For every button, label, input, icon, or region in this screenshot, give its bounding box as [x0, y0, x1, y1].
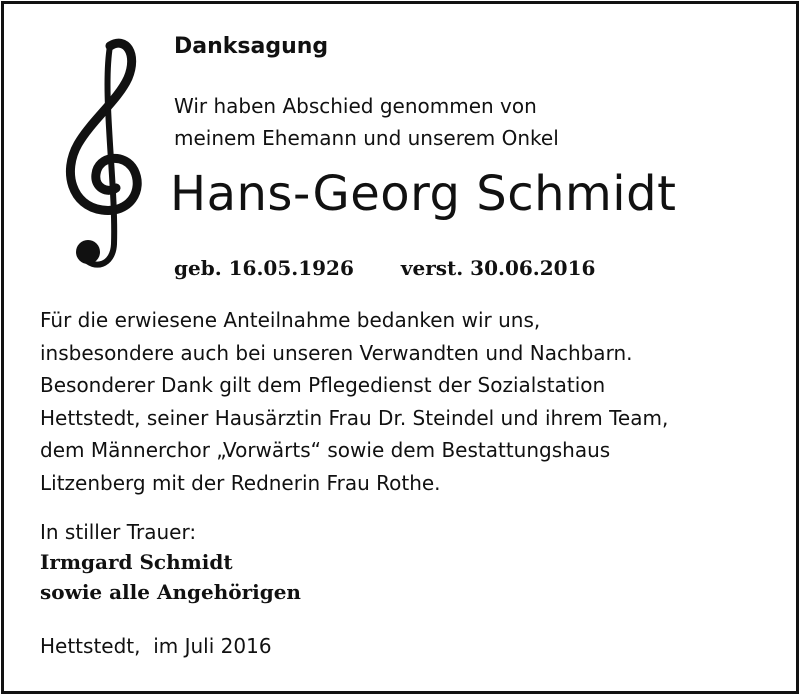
intro-text — [174, 90, 559, 154]
treble-clef-icon — [52, 34, 152, 274]
mourner-relatives: sowie alle Angehörigen — [40, 580, 301, 604]
thanks-line: insbesondere auch bei unseren Verwandten und Nachbarn. — [40, 340, 633, 365]
thanks-line: Für die erwiesene Anteilnahme bedanken wir uns, — [40, 308, 541, 332]
death-date: verst. 30.06.2016 — [400, 256, 596, 280]
mourners-block — [40, 517, 301, 607]
thanks-line: dem Männerchor „Vorwärts“ sowie dem Bestattungshaus — [40, 438, 611, 462]
mourner-name: Irmgard Schmidt — [40, 550, 233, 574]
thanks-line: Litzenberg mit der Rednerin Frau Rothe. — [40, 470, 441, 495]
place-date: Hettstedt, im Juli 2016 — [40, 634, 272, 658]
thanks-paragraph — [40, 304, 668, 499]
notice-heading: Danksagung — [174, 34, 329, 59]
thanks-line: Hettstedt, seiner Hausärztin Frau Dr. Steindel und ihrem Team, — [40, 405, 669, 430]
intro-line: meinem Ehemann und unserem Onkel — [174, 126, 559, 150]
life-dates — [174, 256, 595, 280]
birth-date: geb. 16.05.1926 — [174, 256, 354, 280]
intro-line: Wir haben Abschied genommen von — [174, 94, 537, 118]
thanks-line: Besonderer Dank gilt dem Pflegedienst der Sozialstation — [40, 373, 606, 397]
deceased-name: Hans-Georg Schmidt — [170, 166, 677, 222]
mourning-label: In stiller Trauer: — [40, 520, 197, 544]
